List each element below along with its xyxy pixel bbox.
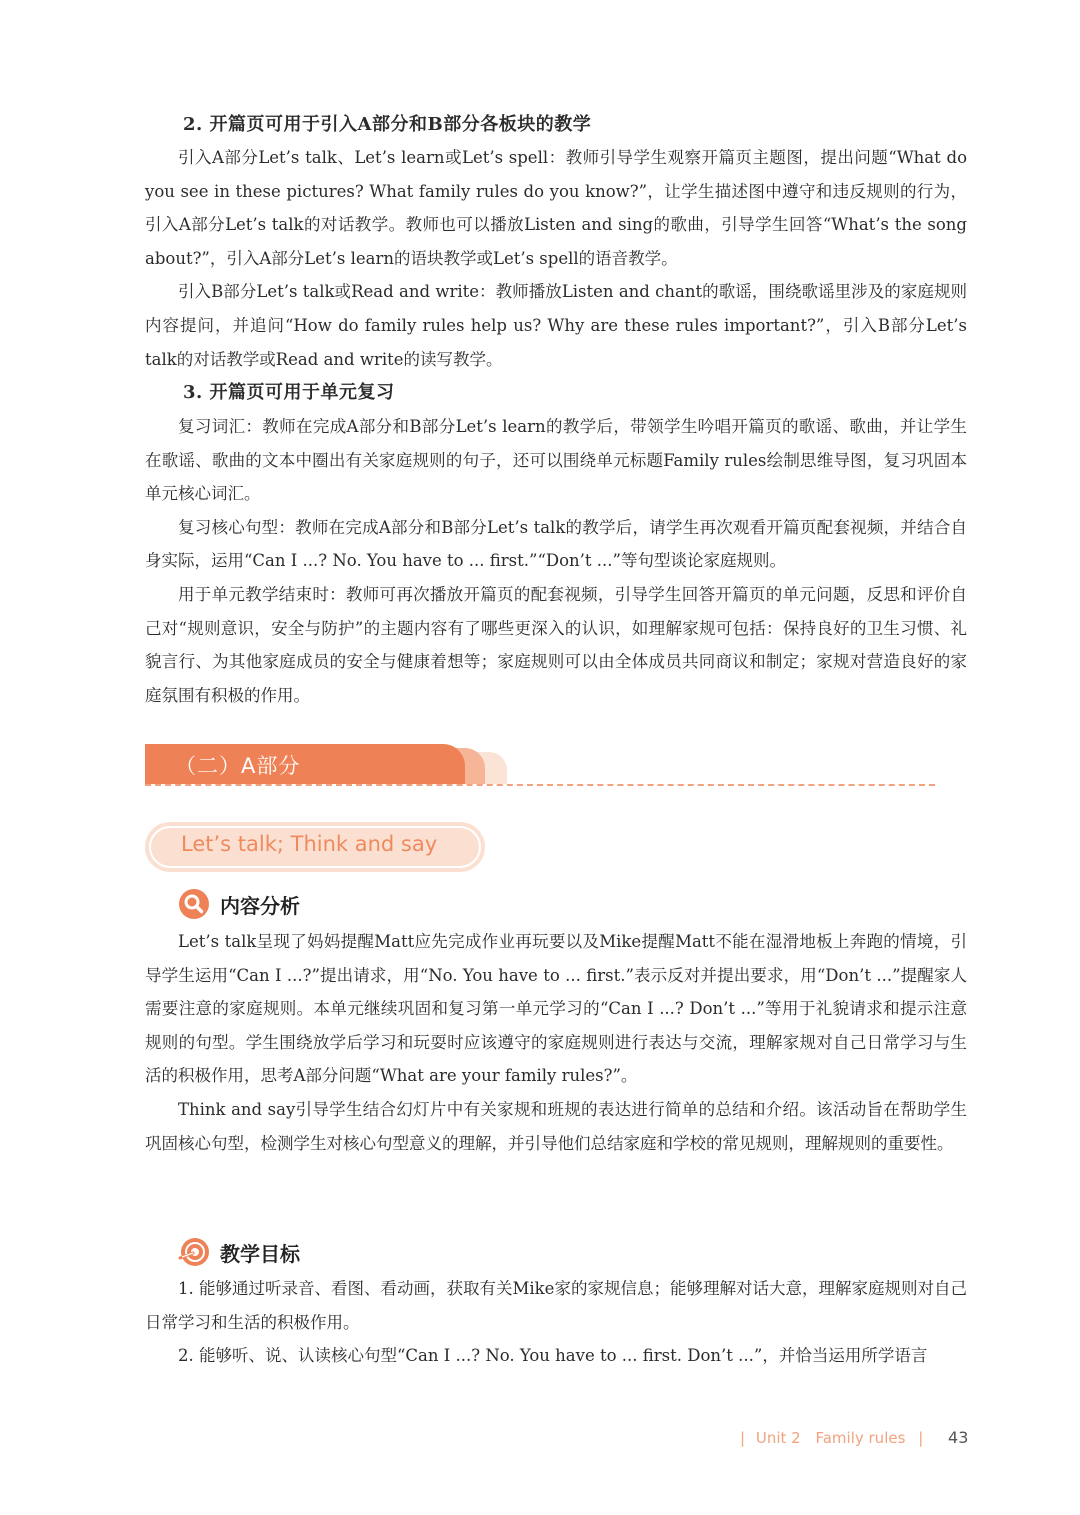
footer-separator: | (740, 1429, 746, 1447)
teaching-goals-body (145, 1272, 967, 1373)
paragraph: 复习核心句型：教师在完成A部分和B部分Let’s talk的教学后，请学生再次观看开篇页配套视频，并结合自身实际，运用“Can I ...? No. You have to ... first.”“Don’t ...”等句型谈论家庭规则。 (145, 517, 967, 571)
page-footer (740, 1428, 980, 1452)
section-banner (145, 744, 375, 784)
section-2-body (145, 141, 967, 376)
footer-title: Family rules (815, 1429, 906, 1447)
paragraph: Think and say引导学生结合幻灯片中有关家规和班规的表达进行简单的总结和介绍。该活动旨在帮助学生巩固核心句型，检测学生对核心句型意义的理解，并引导他们总结家庭和学校的常见规则，理解规则的重要性。 (145, 1099, 967, 1153)
footer-separator: | (918, 1429, 924, 1447)
paragraph: 用于单元教学结束时：教师可再次播放开篇页的配套视频，引导学生回答开篇页的单元问题，反思和评价自己对“规则意识，安全与防护”的主题内容有了哪些更深入的认识，如理解家规可包括：保持良好的卫生习惯、礼貌言行、为其他家庭成员的安全与健康着想等；家庭规则可以由全体成员共同商议和制定；家规对营造良好的家庭氛围有积极的作用。 (145, 584, 967, 705)
section-heading-3: 3. 开篇页可用于单元复习 (183, 382, 395, 403)
paragraph: 引入B部分Let’s talk或Read and write：教师播放Listen and chant的歌谣，围绕歌谣里涉及的家庭规则内容提问，并追问“How do family rules help us? Why are these rules important?”，引入B部分Let’s talk的对话教学或Read and write的读写教学。 (145, 282, 967, 369)
banner-label: （二）A部分 (175, 754, 301, 778)
paragraph: Let’s talk呈现了妈妈提醒Matt应先完成作业再玩要以及Mike提醒Matt不能在湿滑地板上奔跑的情境，引导学生运用“Can I ...?”提出请求，用“No. You have to ... first.”表示反对并提出要求，用“Don’t ...”提醒家人需要注意的家庭规则。本单元继续巩固和复习第一单元学习的“Can I ...? Don’t ...”等用于礼貌请求和提示注意规则的句型。学生围绕放学后学习和玩耍时应该遵守的家庭规则进行表达与交流，理解家规对自己日常学习与生活的积极作用，思考A部分问题“What are your family rules?”。 (145, 932, 967, 1086)
paragraph: 1. 能够通过听录音、看图、看动画，获取有关Mike家的家规信息；能够理解对话大意，理解家庭规则对自己日常学习和生活的积极作用。 (145, 1279, 967, 1332)
dashed-divider (145, 784, 935, 786)
paragraph: 复习词汇：教师在完成A部分和B部分Let’s learn的教学后，带领学生吟唱开篇页的歌谣、歌曲，并让学生在歌谣、歌曲的文本中圈出有关家庭规则的句子，还可以围绕单元标题Family rules绘制思维导图，复习巩固本单元核心词汇。 (145, 417, 967, 504)
activity-pill (145, 822, 485, 872)
magnifier-icon (178, 888, 210, 920)
section-3-body (145, 410, 967, 712)
target-icon (178, 1236, 210, 1268)
page-number: 43 (948, 1428, 969, 1447)
footer-unit: Unit 2 (755, 1429, 801, 1447)
teaching-goals-title: 教学目标 (220, 1242, 300, 1266)
paragraph: 2. 能够听、说、认读核心句型“Can I ...? No. You have to ... first. Don’t ...”，并恰当运用所学语言 (178, 1346, 928, 1366)
content-analysis-body (145, 925, 967, 1160)
content-analysis-title: 内容分析 (220, 894, 300, 918)
paragraph: 引入A部分Let’s talk、Let’s learn或Let’s spell：教师引导学生观察开篇页主题图，提出问题“What do you see in these pictures? What family rules do you know?”，让学生描述图中遵守和违反规则的行为，引入A部分Let’s talk的对话教学。教师也可以播放Listen and sing的歌曲，引导学生回答“What’s the song about?”，引入A部分Let’s learn的语块教学或Let’s spell的语音教学。 (145, 148, 967, 268)
pill-label: Let’s talk; Think and say (181, 832, 438, 856)
section-heading-2: 2. 开篇页可用于引入A部分和B部分各板块的教学 (183, 114, 592, 135)
